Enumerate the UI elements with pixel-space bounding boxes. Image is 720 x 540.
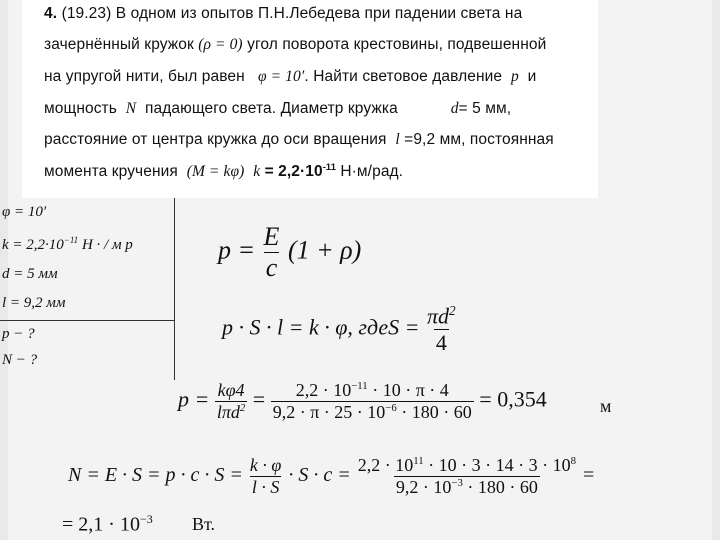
given-k: $k = 2,2\cdot 10^{-11}$ H · / м p [2,235,133,253]
equation-pressure-result: p = $\frac{k\varphi 4}{l\pi d^2}$ = $\frac{2,2 \cdot 10^{-11} \cdot 10 \cdot \pi \cdot 4}{9,2 \cdot \pi \cdot 25 \cdot 10^{-6} \cdot 180 \cdot 60}$ = 0,354 [178,380,547,422]
find-p: p − ? [2,326,35,342]
equation-pressure: p = $\frac{E}{c}$ (1 + ρ) [218,222,362,282]
given-d: d = 5 мм [2,266,58,282]
equation-torque-balance: p · S · l = k · φ, гдеS = $\frac{\pi d^2}{4}$ [222,303,456,356]
given-l: l = 9,2 мм [2,295,66,311]
given-phi: φ = 10′ [2,204,47,220]
power-unit: Вт. [192,514,216,534]
given-divider-vertical [174,198,175,380]
problem-line-3: на упругой нити, был равен φ = 10′. Найти световое давление p и [44,68,537,85]
problem-line-4: мощность N падающего света. Диаметр кружка d= 5 мм, [44,100,512,117]
right-frame [712,0,720,540]
problem-line-1: 4. (19.23) В одном из опытов П.Н.Лебедева при падении света на [44,5,523,22]
problem-line-2: зачернённый кружок (ρ = 0) угол поворота крестовины, подвешенной [44,36,547,53]
given-divider-horizontal [0,320,175,321]
problem-line-6: момента кручения (M = kφ) $k = 2,2\cdot 10^{-11}$ Н·м/рад. [44,162,404,181]
equation-power: N = E · S = p · c · S = $\frac{k \cdot \varphi}{l \cdot S}$ · S · c = $\frac{2,2 \cdot 10^{11} \cdot 10 \cdot 3 \cdot 14 \cdot 3 \cdot 10^8}{9,2 \cdot 10^{-3} \cdot 180 \cdot 60}$ = [68,455,595,497]
problem-line-5: расстояние от центра кружка до оси вращения l =9,2 мм, постоянная [44,131,554,148]
power-result: = $2,1 \cdot 10^{-3}$ [62,512,153,536]
pressure-unit: м [600,396,612,416]
problem-statement [22,0,598,198]
find-N: N − ? [2,352,38,368]
